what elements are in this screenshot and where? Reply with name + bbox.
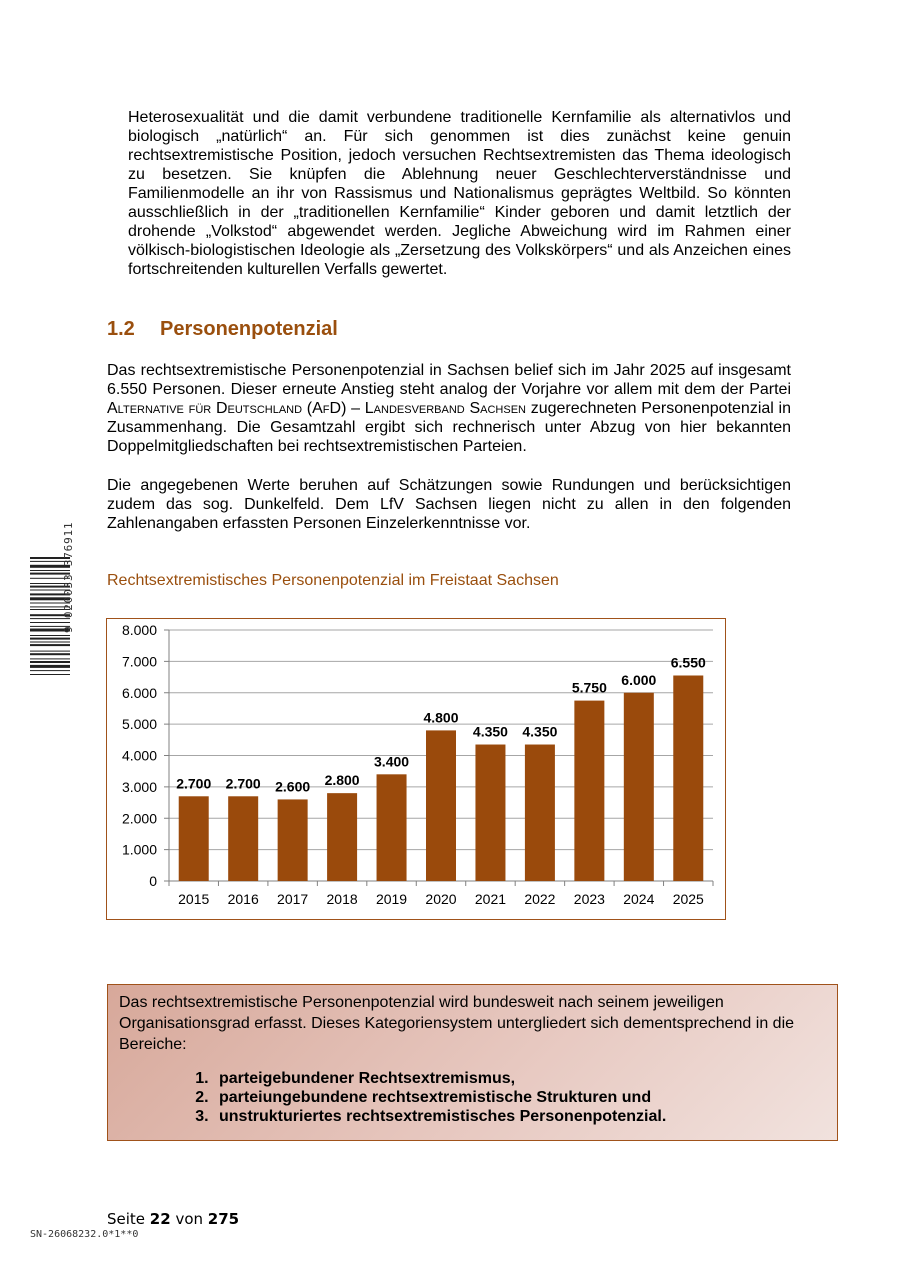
bar	[525, 745, 555, 881]
page-total: 275	[207, 1210, 240, 1228]
data-label: 4.350	[472, 723, 508, 740]
document-id: SN-26068232.0*1**0	[30, 1229, 139, 1240]
paragraph-personenpotenzial	[107, 361, 791, 456]
chart-frame	[106, 618, 726, 920]
paragraph-text: (	[302, 400, 313, 417]
bar	[574, 701, 604, 881]
bar	[278, 799, 308, 881]
y-tick-label: 2.000	[121, 810, 157, 827]
party-branch: Landesverband Sachsen	[364, 400, 526, 417]
x-tick-label: 2025	[672, 891, 704, 907]
footer-text: von	[170, 1210, 208, 1228]
category-item: 3. unstrukturiertes rechtsextremistisches Personenpotenzial.	[213, 1107, 826, 1126]
page-footer	[107, 1210, 239, 1228]
paragraph-text: ) –	[341, 400, 365, 417]
bar	[327, 793, 357, 881]
bar	[673, 675, 703, 881]
x-tick-label: 2018	[326, 891, 358, 907]
chart-title: Rechtsextremistisches Personenpotenzial im Freistaat Sachsen	[107, 572, 559, 589]
page-number: 22	[149, 1210, 171, 1228]
data-label: 2.800	[324, 772, 360, 789]
paragraph-text: Das rechtsextremistische Personenpotenzial in Sachsen belief sich im Jahr 2025 auf insgesamt 6.550 Personen. Dieser erneute Anstieg steht analog der Vorjahre vor allem mit dem der Partei	[107, 362, 791, 398]
x-tick-label: 2019	[375, 891, 408, 907]
info-box-text: Das rechtsextremistische Personenpotenzial wird bundesweit nach seinem jeweiligen Organisationsgrad erfasst. Dieses Kategoriensystem untergliedert sich dementsprechend in die Bereiche:	[119, 994, 795, 1053]
y-tick-label: 3.000	[121, 778, 157, 795]
data-label: 3.400	[374, 753, 410, 770]
category-item: 2. parteiungebundene rechtsextremistische Strukturen und	[213, 1088, 826, 1107]
intro-paragraph: Heterosexualität und die damit verbundene traditionelle Kernfamilie als alternativlos und biologisch „natürlich“ an. Für sich genommen ist dies zunächst keine genuin rechtsextremistische Position, jedoch versuchen Rechtsextremisten das Thema ideologisch zu besetzen. Sie knüpfen die Ablehnung neuer Geschlechterverständnisse und Familienmodelle an ihr von Rassismus und Nationalismus geprägtes Weltbild. So könnten ausschließlich in der „traditionellen Kernfamilie“ Kinder geboren und damit letztlich der drohende „Volkstod“ abgewendet werden. Jegliche Abweichung wird im Rahmen einer völkisch-biologistischen Ideologie als „Zersetzung des Volkskörpers“ und als Anzeichen eines fortschreitenden kulturellen Verfalls gewertet.	[128, 109, 791, 278]
bar	[624, 693, 654, 881]
category-list	[119, 1069, 826, 1126]
data-label: 6.550	[670, 654, 706, 671]
data-label: 6.000	[621, 671, 657, 688]
bar	[475, 745, 505, 881]
party-name: Alternative für Deutschland	[107, 400, 303, 417]
footer-text: Seite	[107, 1210, 150, 1228]
section-title: Personenpotenzial	[160, 318, 338, 340]
y-tick-label: 5.000	[121, 716, 157, 733]
y-tick-label: 4.000	[121, 747, 157, 764]
category-item: 1. parteigebundener Rechtsextremismus,	[213, 1069, 826, 1088]
bar	[377, 774, 407, 881]
bar	[179, 796, 209, 881]
data-label: 4.800	[423, 709, 459, 726]
x-tick-label: 2022	[524, 891, 556, 907]
section-heading	[107, 317, 338, 341]
x-tick-label: 2021	[474, 891, 507, 907]
y-tick-label: 7.000	[121, 653, 157, 670]
paragraph-text: zugerechneten Personenpotenzial in Zusammenhang. Die Gesamtzahl ergibt sich rechnerisch unter Abzug von hier bekannten Doppelmitgliedschaften bei rechtsextremistischen Parteien.	[107, 400, 792, 455]
x-tick-label: 2015	[178, 891, 210, 907]
section-number: 1.2	[107, 318, 135, 340]
data-label: 4.350	[522, 723, 558, 740]
data-label: 2.700	[176, 775, 212, 792]
y-tick-label: 1.000	[121, 841, 157, 858]
bar	[426, 730, 456, 881]
bar	[228, 796, 258, 881]
data-label: 2.700	[225, 775, 261, 792]
x-tick-label: 2017	[277, 891, 309, 907]
bar-chart	[107, 619, 725, 919]
x-tick-label: 2016	[227, 891, 259, 907]
x-tick-label: 2023	[573, 891, 605, 907]
x-tick-label: 2020	[425, 891, 457, 907]
data-label: 5.750	[571, 679, 607, 696]
paragraph-estimates: Die angegebenen Werte beruhen auf Schätzungen sowie Rundungen und berücksichtigen zudem das sog. Dunkelfeld. Dem LfV Sachsen liegen nicht zu allen in den folgenden Zahlenangaben erfassten Personen Einzelerkenntnisse vor.	[107, 477, 791, 532]
y-tick-label: 0	[149, 873, 157, 889]
barcode-number: 9 020033 376911	[62, 521, 75, 633]
party-abbreviation: AfD	[312, 400, 342, 417]
y-tick-label: 8.000	[121, 622, 157, 638]
data-label: 2.600	[275, 778, 311, 795]
x-tick-label: 2024	[623, 891, 655, 907]
y-tick-label: 6.000	[121, 684, 157, 701]
info-box	[107, 984, 838, 1141]
